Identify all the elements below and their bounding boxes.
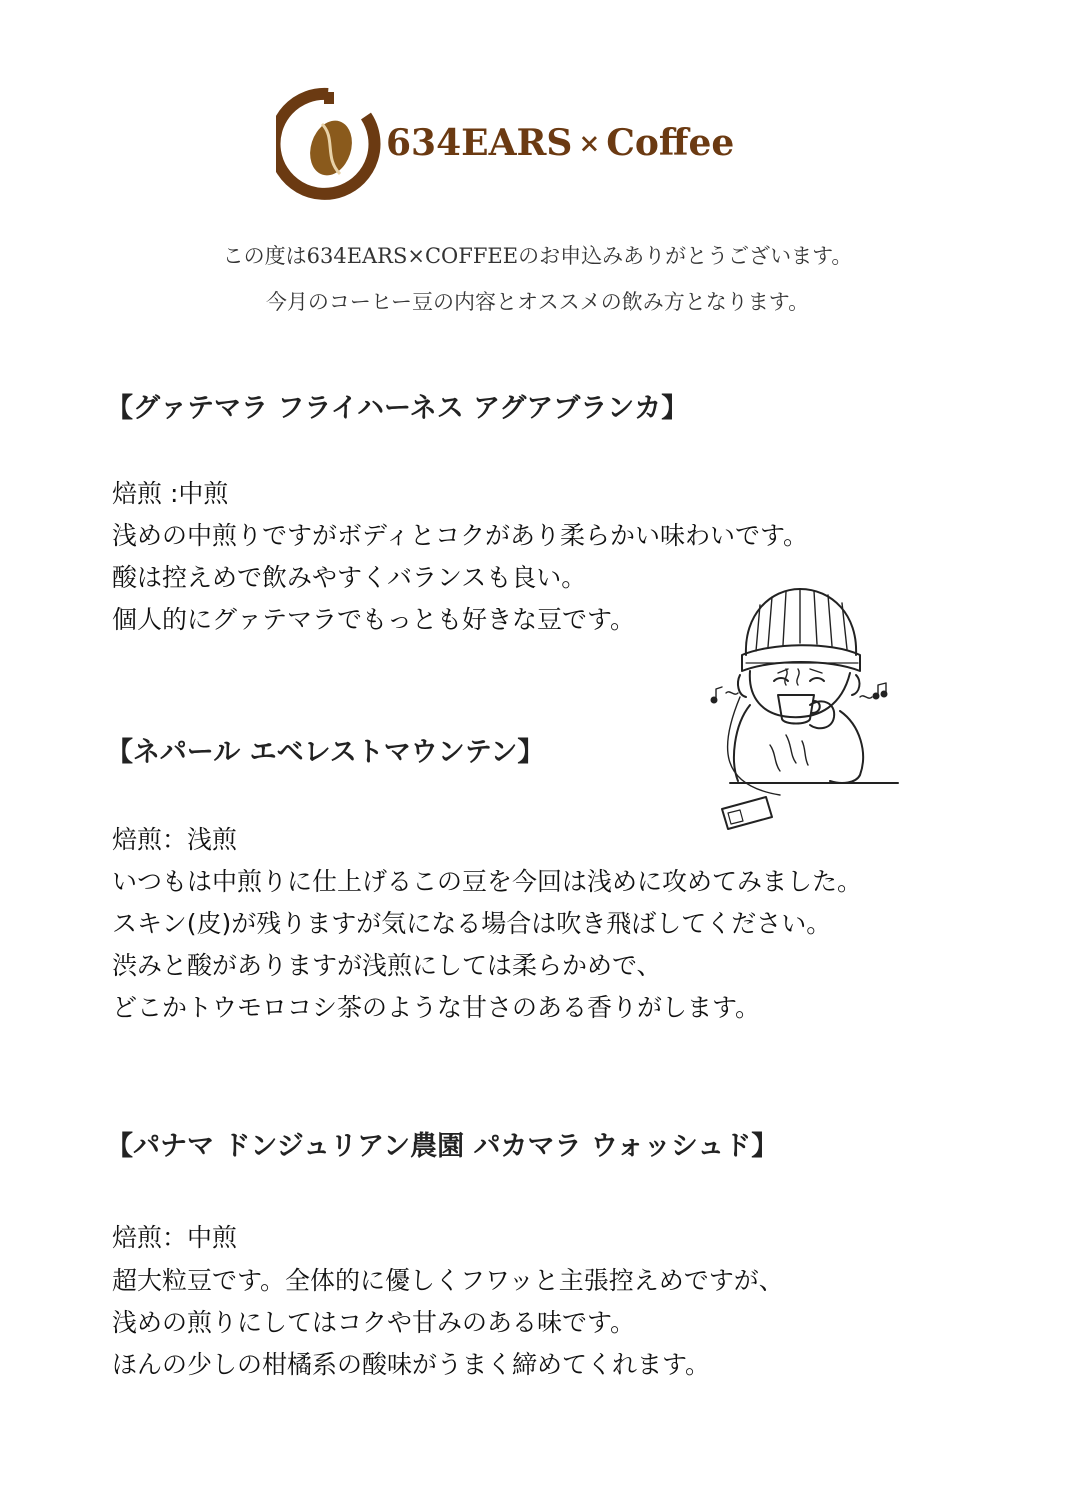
section-2-roast: 焙煎：浅煎: [112, 825, 238, 854]
coffee-bean-logo-icon: [276, 86, 386, 202]
section-1-line: 浅めの中煎りですがボディとコクがあり柔らかい味わいです。: [112, 521, 809, 550]
intro-line-2: 今月のコーヒー豆の内容とオススメの飲み方となります。: [265, 290, 810, 314]
section-1-roast: 焙煎 :中煎: [112, 479, 229, 508]
section-3-line: 浅めの煎りにしてはコクや甘みのある味です。: [112, 1308, 636, 1337]
section-3-line: ほんの少しの柑橘系の酸味がうまく締めてくれます。: [112, 1350, 711, 1379]
section-2-line: スキン(皮)が残りますが気になる場合は吹き飛ばしてください。: [112, 909, 832, 938]
brand-wordmark: [386, 122, 734, 164]
intro-line-1: この度は634EARS×COFFEEのお申込みありがとうございます。: [222, 244, 853, 268]
section-1-title: 【グァテマラ フライハーネス アグアブランカ】: [106, 393, 689, 424]
person-drinking-coffee-illustration: [710, 585, 910, 835]
brand-logo: [276, 86, 746, 202]
section-1-line: 酸は控えめで飲みやすくバランスも良い。: [112, 563, 587, 592]
section-3-title: 【パナマ ドンジュリアン農園 パカマラ ウォッシュド】: [106, 1131, 779, 1162]
brand-coffee: Coffee: [606, 122, 735, 164]
section-1-line: 個人的にグァテマラでもっとも好きな豆です。: [112, 605, 636, 634]
brand-times: ×: [578, 129, 601, 159]
section-3-roast: 焙煎：中煎: [112, 1223, 238, 1252]
section-2-line: どこかトウモロコシ茶のような甘さのある香りがします。: [112, 993, 761, 1022]
section-3-line: 超大粒豆です。全体的に優しくフワッと主張控えめですが、: [112, 1266, 784, 1295]
section-2-line: 渋みと酸がありますが浅煎にしては柔らかめで、: [112, 951, 662, 980]
section-2-line: いつもは中煎りに仕上げるこの豆を今回は浅めに攻めてみました。: [112, 867, 863, 896]
brand-name: 634EARS: [386, 122, 573, 164]
section-2-title: 【ネパール エベレストマウンテン】: [106, 737, 545, 768]
